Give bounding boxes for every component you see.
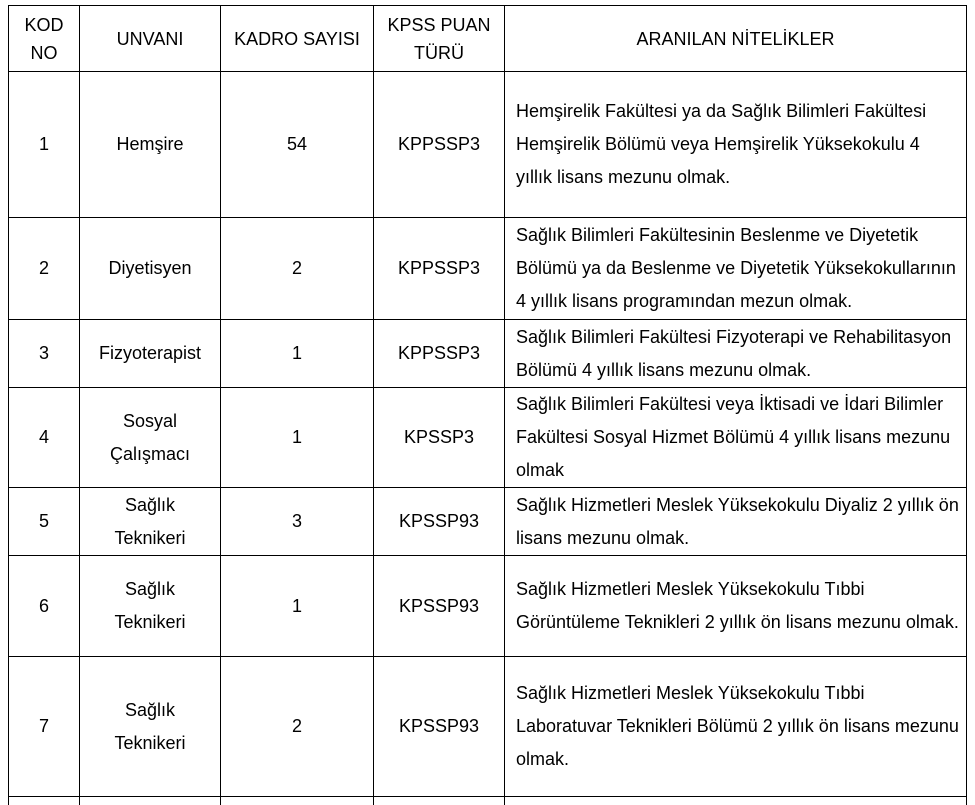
kpss-cell: KPPSSP3 — [374, 218, 505, 320]
kod-cell: 1 — [9, 72, 80, 218]
cut-off-cell — [221, 797, 374, 805]
nitelik-cell: Sağlık Hizmetleri Meslek Yüksekokulu Diyaliz 2 yıllık ön lisans mezunu olmak. — [505, 488, 967, 556]
table-row — [9, 556, 967, 657]
header-aranilan-nitelikler: ARANILAN NİTELİKLER — [505, 6, 967, 72]
nitelik-cell: Sağlık Bilimleri Fakültesi veya İktisadi ve İdari Bilimler Fakültesi Sosyal Hizmet Bölümü 4 yıllık lisans mezunu olmak — [505, 388, 967, 488]
kpss-cell: KPSSP93 — [374, 556, 505, 657]
kod-cell: 3 — [9, 320, 80, 388]
kadro-cell: 2 — [221, 657, 374, 797]
unvan-cell: Hemşire — [80, 72, 221, 218]
table-row — [9, 72, 967, 218]
kod-cell: 4 — [9, 388, 80, 488]
unvan-cell: Sosyal Çalışmacı — [80, 388, 221, 488]
table-row — [9, 320, 967, 388]
header-kadro-sayisi: KADRO SAYISI — [221, 6, 374, 72]
kadro-cell: 1 — [221, 556, 374, 657]
kod-cell: 5 — [9, 488, 80, 556]
table-row — [9, 388, 967, 488]
kod-cell: 6 — [9, 556, 80, 657]
unvan-cell: Fizyoterapist — [80, 320, 221, 388]
kpss-cell: KPSSP93 — [374, 657, 505, 797]
kpss-cell: KPSSP3 — [374, 388, 505, 488]
positions-table — [8, 5, 967, 805]
nitelik-cell: Sağlık Bilimleri Fakültesi Fizyoterapi ve Rehabilitasyon Bölümü 4 yıllık lisans mezunu olmak. — [505, 320, 967, 388]
nitelik-cell: Sağlık Bilimleri Fakültesinin Beslenme ve Diyetetik Bölümü ya da Beslenme ve Diyetetik Yüksekokullarının 4 yıllık lisans programından mezun olmak. — [505, 218, 967, 320]
nitelik-cell: Hemşirelik Fakültesi ya da Sağlık Bilimleri Fakültesi Hemşirelik Bölümü veya Hemşirelik Yüksekokulu 4 yıllık lisans mezunu olmak. — [505, 72, 967, 218]
cut-off-cell — [9, 797, 80, 805]
table-row — [9, 657, 967, 797]
header-unvan: UNVANI — [80, 6, 221, 72]
kpss-cell: KPSSP93 — [374, 488, 505, 556]
kod-cell: 2 — [9, 218, 80, 320]
kadro-cell: 1 — [221, 320, 374, 388]
kpss-cell: KPPSSP3 — [374, 72, 505, 218]
unvan-cell: Sağlık Teknikeri — [80, 657, 221, 797]
table-row — [9, 488, 967, 556]
cut-off-cell — [505, 797, 967, 805]
table-row-cut-off — [9, 797, 967, 805]
header-kod-no: KOD NO — [9, 6, 80, 72]
kadro-cell: 54 — [221, 72, 374, 218]
table-row — [9, 218, 967, 320]
header-row — [9, 6, 967, 72]
nitelik-cell: Sağlık Hizmetleri Meslek Yüksekokulu Tıbbi Görüntüleme Teknikleri 2 yıllık ön lisans mezunu olmak. — [505, 556, 967, 657]
cut-off-cell — [80, 797, 221, 805]
cut-off-cell — [374, 797, 505, 805]
kadro-cell: 2 — [221, 218, 374, 320]
kpss-cell: KPPSSP3 — [374, 320, 505, 388]
kadro-cell: 1 — [221, 388, 374, 488]
header-kpss-puan-turu: KPSS PUAN TÜRÜ — [374, 6, 505, 72]
unvan-cell: Sağlık Teknikeri — [80, 556, 221, 657]
unvan-cell: Sağlık Teknikeri — [80, 488, 221, 556]
kadro-cell: 3 — [221, 488, 374, 556]
nitelik-cell: Sağlık Hizmetleri Meslek Yüksekokulu Tıbbi Laboratuvar Teknikleri Bölümü 2 yıllık ön lisans mezunu olmak. — [505, 657, 967, 797]
kod-cell: 7 — [9, 657, 80, 797]
unvan-cell: Diyetisyen — [80, 218, 221, 320]
